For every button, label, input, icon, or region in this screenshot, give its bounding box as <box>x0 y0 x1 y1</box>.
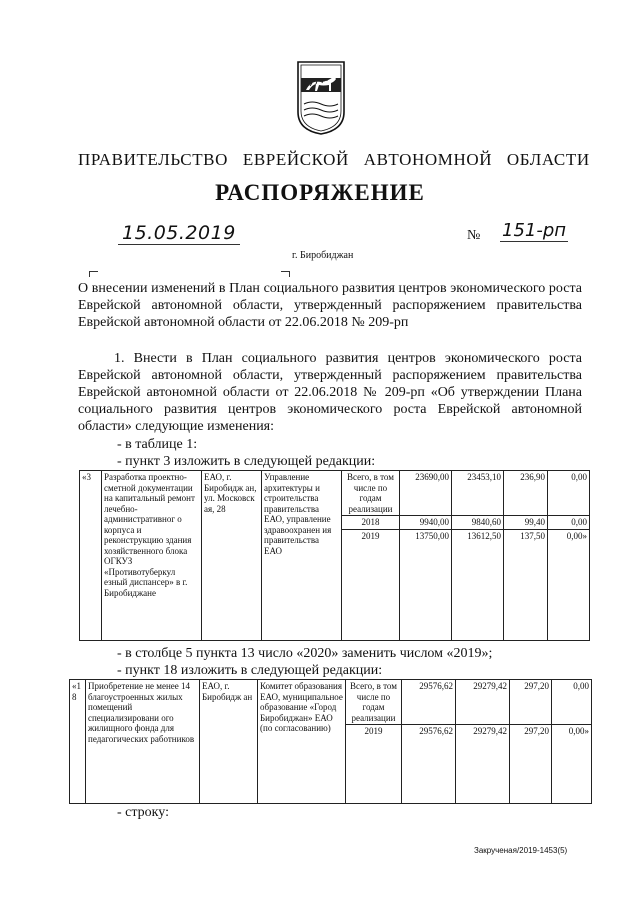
table-p3-c3-2019: 137,50 <box>504 529 548 640</box>
document-number-label: № <box>467 228 481 243</box>
footer-document-code: Закрученая/2019-1453(5) <box>474 846 568 855</box>
table-p18-c2-all: 29279,42 <box>456 680 510 725</box>
document-number: 151-рп <box>502 220 567 241</box>
document-city: г. Биробиджан <box>292 250 354 261</box>
table-p3-total-2018: 9940,00 <box>400 516 452 530</box>
coat-of-arms-emblem <box>296 60 346 136</box>
table-p3-c2-2019: 13612,50 <box>452 529 504 640</box>
subject-bracket-left <box>89 271 98 277</box>
paragraph-1: 1. Внести в План социального развития центров экономического роста Еврейской автономной области, утвержденный распоряжением правительства Еврейской автономной области от 22.06.2018 № 209-рп «Об утверждении Плана социального развития центров экономического роста Еврейской автономной области» следующие изменения: <box>78 351 582 434</box>
item-row: - строку: <box>117 805 169 820</box>
table-p3-c3-all: 236,90 <box>504 471 548 516</box>
document-subject: О внесении изменений в План социального развития центров экономического роста Еврейской автономной области, утвержденный распоряжением правительства Еврейской автономной области от 22.06.2018 № 209-рп <box>78 281 582 330</box>
table-p18-c4-2019: 0,00» <box>552 725 592 804</box>
table-p3-num: «3 <box>80 471 102 641</box>
table-p18-c2-2019: 29279,42 <box>456 725 510 804</box>
table-p18-c3-all: 297,20 <box>510 680 552 725</box>
table-point-3 <box>79 470 590 641</box>
table-p3-name: Разработка проектно- сметной документации на капитальный ремонт лечебно-административног о корпуса и реконструкцию здания хозяйственного блока ОГКУЗ «Противотуберкул езный диспансер» в г. Биробиджане <box>102 471 202 641</box>
table-p18-period-2019: 2019 <box>346 725 402 804</box>
table-p18-total-2019: 29576,62 <box>402 725 456 804</box>
table-p3-c2-all: 23453,10 <box>452 471 504 516</box>
table-p18-total-all: 29576,62 <box>402 680 456 725</box>
table-p3-total-all: 23690,00 <box>400 471 452 516</box>
table-p18-c4-all: 0,00 <box>552 680 592 725</box>
document-type: РАСПОРЯЖЕНИЕ <box>215 180 425 205</box>
table-p3-period-total: Всего, в том числе по годам реализации <box>342 471 400 516</box>
table-p3-total-2019: 13750,00 <box>400 529 452 640</box>
table-p3-c4-2019: 0,00» <box>548 529 590 640</box>
document-date: 15.05.2019 <box>118 222 240 245</box>
table-p18-period-total: Всего, в том числе по годам реализации <box>346 680 402 725</box>
table-p3-executor: Управление архитектуры и строительства правительства ЕАО, управление здравоохранен ия правительства ЕАО <box>262 471 342 641</box>
subject-bracket-right <box>281 271 290 277</box>
table-p18-c3-2019: 297,20 <box>510 725 552 804</box>
item-column-5: - в столбце 5 пункта 13 число «2020» заменить числом «2019»; <box>117 646 493 661</box>
table-p3-c4-2018: 0,00 <box>548 516 590 530</box>
table-p3-c4-all: 0,00 <box>548 471 590 516</box>
table-p18-executor: Комитет образования ЕАО, муниципальное образование «Город Биробиджан» ЕАО (по согласованию) <box>258 680 346 804</box>
table-p18-num: «18 <box>70 680 86 804</box>
table-p18-name: Приобретение не менее 14 благоустроенных жилых помещений специализировани ого жилищного фонда для педагогических работников <box>86 680 200 804</box>
table-p3-period-2019: 2019 <box>342 529 400 640</box>
item-table-1: - в таблице 1: <box>117 437 198 452</box>
item-point-3: - пункт 3 изложить в следующей редакции: <box>117 454 376 469</box>
table-p3-c2-2018: 9840,60 <box>452 516 504 530</box>
authority-title: ПРАВИТЕЛЬСТВО ЕВРЕЙСКОЙ АВТОНОМНОЙ ОБЛАСТИ <box>78 150 590 169</box>
table-p3-address: ЕАО, г. Биробидж ан, ул. Московск ая, 28 <box>202 471 262 641</box>
table-p3-c3-2018: 99,40 <box>504 516 548 530</box>
table-point-18 <box>69 679 592 804</box>
table-p3-period-2018: 2018 <box>342 516 400 530</box>
table-p18-address: ЕАО, г. Биробидж ан <box>200 680 258 804</box>
item-point-18: - пункт 18 изложить в следующей редакции: <box>117 663 383 678</box>
